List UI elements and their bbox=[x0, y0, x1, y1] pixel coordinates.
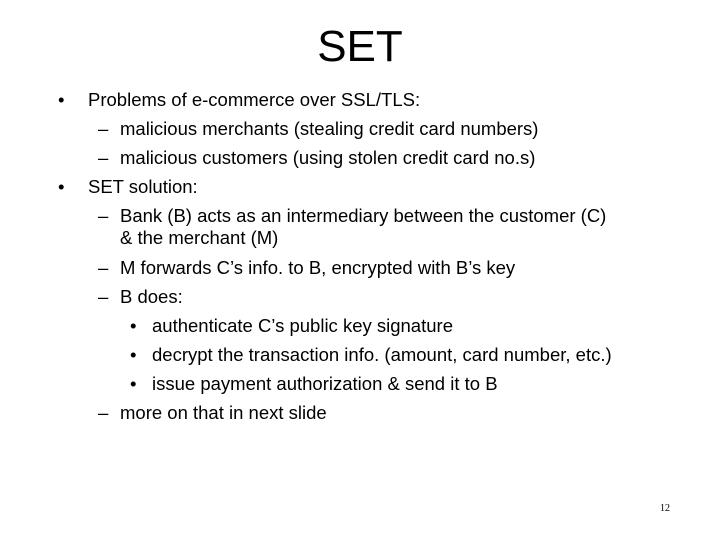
page-number: 12 bbox=[660, 503, 670, 514]
bullet-text: more on that in next slide bbox=[120, 402, 327, 423]
slide-title: SET bbox=[317, 22, 403, 71]
bullet-text: Bank (B) acts as an intermediary between the customer (C) bbox=[120, 205, 607, 226]
bullet-marker: • bbox=[130, 315, 137, 336]
bullet-text: SET solution: bbox=[88, 176, 198, 197]
bullet-marker: • bbox=[58, 89, 65, 110]
bullet-text: decrypt the transaction info. (amount, card number, etc.) bbox=[152, 344, 612, 365]
bullet-text: issue payment authorization & send it to B bbox=[152, 373, 498, 394]
bullet-marker: • bbox=[130, 344, 137, 365]
bullet-text: M forwards C’s info. to B, encrypted with B’s key bbox=[120, 257, 516, 278]
bullet-text: B does: bbox=[120, 286, 183, 307]
dash-marker: – bbox=[98, 205, 109, 226]
bullet-text: authenticate C’s public key signature bbox=[152, 315, 453, 336]
dash-marker: – bbox=[98, 402, 109, 423]
dash-marker: – bbox=[98, 147, 109, 168]
bullet-text: Problems of e-commerce over SSL/TLS: bbox=[88, 89, 421, 110]
bullet-text: malicious customers (using stolen credit card no.s) bbox=[120, 147, 536, 168]
dash-marker: – bbox=[98, 118, 109, 139]
dash-marker: – bbox=[98, 257, 109, 278]
dash-marker: – bbox=[98, 286, 109, 307]
bullet-text-continuation: & the merchant (M) bbox=[120, 227, 279, 248]
bullet-marker: • bbox=[130, 373, 137, 394]
bullet-text: malicious merchants (stealing credit card numbers) bbox=[120, 118, 539, 139]
bullet-marker: • bbox=[58, 176, 65, 197]
